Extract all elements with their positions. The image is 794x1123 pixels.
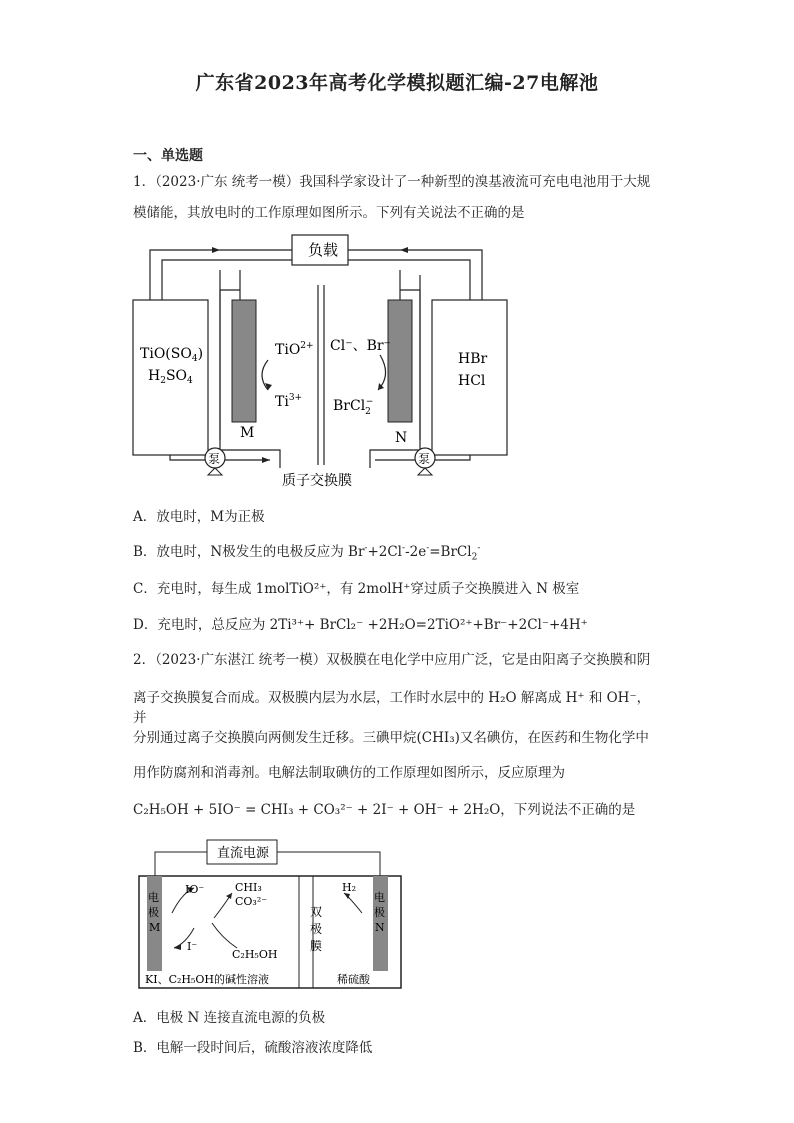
arrow-icon — [400, 247, 408, 253]
io-label: IO⁻ — [185, 883, 205, 896]
bipolar-char: 膜 — [310, 939, 323, 953]
q1-option-d[interactable]: D．充电时，总反应为 2Ti³⁺+ BrCl₂⁻ +2H₂O=2TiO²⁺+Br⁻+2Cl⁻+4H⁺ — [133, 617, 588, 633]
membrane-label: 质子交换膜 — [282, 473, 352, 489]
q1-option-b-part: =BrCl — [429, 544, 472, 560]
arrow-icon — [262, 457, 270, 463]
cl-br-label: Cl⁻、Br⁻ — [330, 338, 391, 354]
q2-stem-line1: 2．（2023·广东湛江 统考一模）双极膜在电化学中应用广泛，它是由阳离子交换膜和阴 — [133, 652, 651, 668]
right-tank-label: HBr — [458, 351, 488, 367]
q1-stem-line1: 1．（2023·广东 统考一模）我国科学家设计了一种新型的溴基液流可充电电池用于大规 — [133, 174, 651, 190]
q1-option-a[interactable]: A．放电时，M为正极 — [133, 509, 265, 525]
q2-electrolysis-diagram — [137, 838, 407, 993]
electrode-m — [232, 300, 256, 422]
arrow-icon — [212, 247, 220, 253]
q1-option-b-part: +2Cl — [367, 544, 403, 560]
load-label: 负载 — [308, 241, 339, 259]
electrode-n — [388, 300, 412, 422]
q1-option-b-part: B．放电时，N极发生的电极反应为 Br — [133, 544, 365, 560]
right-tank-label-2: HCl — [458, 373, 486, 389]
left-tank-label-2: $H_2SO_4$ — [148, 368, 193, 386]
h2-label: H₂ — [342, 881, 357, 894]
electrode-m-char: M — [149, 921, 161, 934]
electrode-m-char: 极 — [148, 906, 159, 919]
section-heading: 一、单选题 — [133, 148, 203, 164]
left-solution-label: KI、C₂H₅OH的碱性溶液 — [145, 973, 270, 986]
left-tank-label: $TiO(SO_4)$ — [140, 346, 204, 364]
electrode-n-char: N — [375, 921, 385, 934]
c2h5oh-label: C₂H₅OH — [232, 948, 278, 961]
q2-stem-line2: 离子交换膜复合而成。双极膜内层为水层，工作时水层中的 H₂O 解离成 H⁺ 和 OH⁻，并 — [133, 690, 651, 726]
q1-battery-diagram — [130, 230, 510, 495]
co3-label: CO₃²⁻ — [235, 895, 268, 908]
electrode-m-label: M — [240, 425, 255, 441]
bipolar-char: 双 — [310, 905, 323, 919]
electrode-m-char: 电 — [148, 891, 159, 904]
q2-option-a[interactable]: A．电极 N 连接直流电源的负极 — [133, 1010, 326, 1026]
tio-label: TiO$^{2+}$ — [275, 341, 314, 358]
pump-right-label: 泵 — [418, 452, 431, 466]
q2-option-b[interactable]: B．电解一段时间后，硫酸溶液浓度降低 — [133, 1040, 373, 1056]
q2-equation: C₂H₅OH + 5IO⁻ = CHI₃ + CO₃²⁻ + 2I⁻ + OH⁻ + 2H₂O，下列说法不正确的是 — [133, 802, 636, 818]
ti-label: $Ti^{3+}$ — [275, 393, 303, 410]
pump-left-label: 泵 — [208, 452, 221, 466]
q1-stem-line2: 模储能，其放电时的工作原理如图所示。下列有关说法不正确的是 — [133, 205, 525, 221]
i-label: I⁻ — [187, 940, 198, 953]
right-solution-label: 稀硫酸 — [337, 973, 370, 986]
q2-stem-line3: 分别通过离子交换膜向两侧发生迁移。三碘甲烷(CHI₃)又名碘仿，在医药和生物化学中 — [133, 730, 649, 746]
electrode-n-char: 电 — [374, 891, 385, 904]
chi3-label: CHI₃ — [235, 881, 262, 894]
brcl-label: BrCl$_2$− — [333, 397, 374, 417]
electrode-n-label: N — [395, 430, 408, 446]
q1-option-b-part: -2e — [405, 544, 427, 560]
q1-option-c[interactable]: C．充电时，每生成 1molTiO²⁺，有 2molH⁺穿过质子交换膜进入 N 极室 — [133, 581, 580, 597]
bipolar-char: 极 — [310, 922, 323, 936]
electrode-n-char: 极 — [374, 906, 385, 919]
q1-option-b[interactable]: B．放电时，N极发生的电极反应为 Br-+2Cl--2e-=BrCl$_2$- — [133, 543, 481, 563]
q2-stem-line4: 用作防腐剂和消毒剂。电解法制取碘仿的工作原理如图所示，反应原理为 — [133, 765, 565, 781]
page-title: 广东省2023年高考化学模拟题汇编-27电解池 — [195, 72, 599, 94]
power-label: 直流电源 — [217, 846, 270, 861]
